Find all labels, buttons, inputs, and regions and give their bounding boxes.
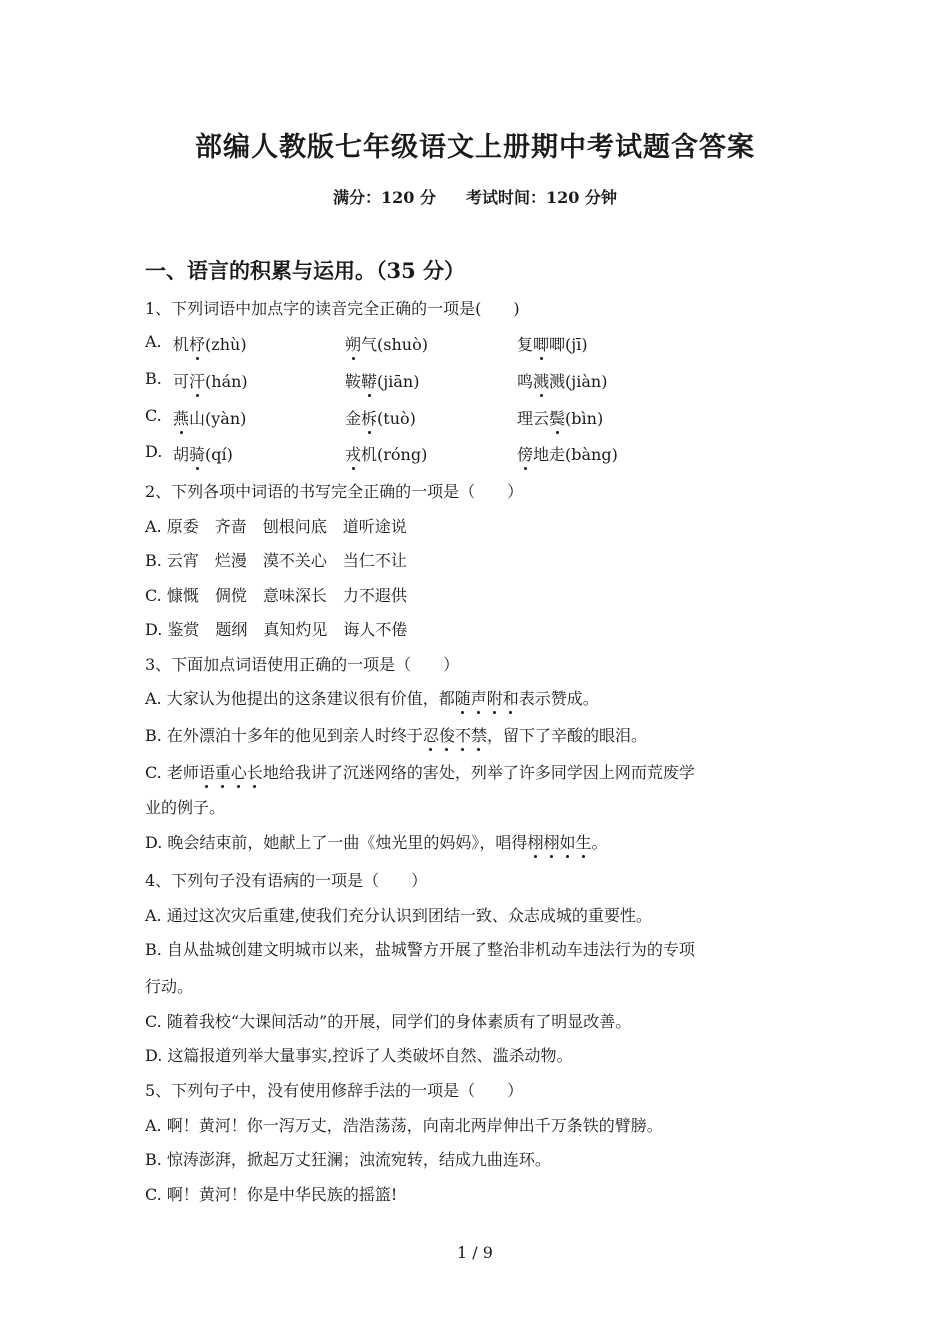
dotted-char: 柝 (361, 406, 377, 429)
word-3: 鸣溅溅(jiàn) (517, 369, 607, 392)
dotted-char: 杼 (189, 332, 205, 355)
dotted-char: 如 (559, 830, 575, 853)
dotted-char: 唧 (533, 332, 549, 355)
dotted-char: 随 (455, 686, 471, 709)
dotted-char: 汗 (189, 369, 205, 392)
dotted-char: 禁 (471, 723, 487, 746)
q2-option-a: A. 原委 齐啬 刨根问底 道听途说 (145, 517, 407, 536)
word-2: 朔气(shuò) (345, 332, 428, 355)
q4-option-a: A. 通过这次灾后重建,使我们充分认识到团结一致、众志成城的重要性。 (145, 906, 652, 925)
exam-info (0, 185, 950, 208)
q5-option-c: C. 啊！黄河！你是中华民族的摇篮! (145, 1185, 398, 1204)
q5-option-a: A. 啊！黄河！你一泻万丈，浩浩荡荡，向南北两岸伸出千万条铁的臂膀。 (145, 1116, 663, 1135)
dotted-char: 生 (575, 830, 591, 853)
option-label: B. (145, 369, 162, 388)
dotted-char: 溅 (533, 369, 549, 392)
section-heading: 一、语言的积累与运用。（35 分） (145, 258, 466, 283)
word-3: 傍地走(bàng) (517, 442, 618, 465)
dotted-char: 声 (471, 686, 487, 709)
q3-option-c-continued: 业的例子。 (145, 798, 226, 817)
option-label: C. (145, 406, 162, 425)
dotted-char: 重 (215, 760, 231, 783)
q2-stem: 2、下列各项中词语的书写完全正确的一项是（ ） (145, 482, 524, 501)
dotted-char: 骑 (189, 442, 205, 465)
q3-option-a: A. 大家认为他提出的这条建议很有价值，都随声附和表示赞成。 (145, 686, 599, 709)
q4-option-b-continued: 行动。 (145, 977, 194, 996)
word-2: 戎机(róng) (345, 442, 427, 465)
q4-stem: 4、下列句子没有语病的一项是（ ） (145, 871, 428, 890)
word-2: 鞍鞯(jiān) (345, 369, 419, 392)
dotted-char: 长 (247, 760, 263, 783)
q3-stem: 3、下面加点词语使用正确的一项是（ ） (145, 655, 460, 674)
dotted-char: 语 (199, 760, 215, 783)
q1-stem: 1、下列词语中加点字的读音完全正确的一项是( ) (145, 299, 520, 318)
option-label: A. (145, 332, 162, 351)
q4-option-d: D. 这篇报道列举大量事实,控诉了人类破坏自然、滥杀动物。 (145, 1046, 573, 1065)
full-score: 满分：120 分 (333, 188, 436, 207)
word-2: 金柝(tuò) (345, 406, 416, 429)
dotted-char: 鞯 (361, 369, 377, 392)
dotted-char: 俊 (439, 723, 455, 746)
dotted-char: 不 (455, 723, 471, 746)
q4-option-b: B. 自从盐城创建文明城市以来，盐城警方开展了整治非机动车违法行为的专项 (145, 940, 695, 959)
dotted-char: 和 (503, 686, 519, 709)
q3-option-b: B. 在外漂泊十多年的他见到亲人时终于忍俊不禁，留下了辛酸的眼泪。 (145, 723, 647, 746)
q2-option-b: B. 云宵 烂漫 漠不关心 当仁不让 (145, 551, 407, 570)
dotted-char: 戎 (345, 442, 361, 465)
page-number: 1 / 9 (457, 1243, 493, 1262)
q5-option-b: B. 惊涛澎湃，掀起万丈狂澜；浊流宛转，结成九曲连环。 (145, 1150, 551, 1169)
dotted-char: 傍 (517, 442, 533, 465)
q2-option-c: C. 慷慨 倜傥 意味深长 力不遐供 (145, 586, 407, 605)
q5-stem: 5、下列句子中，没有使用修辞手法的一项是（ ） (145, 1081, 524, 1100)
word-3: 理云鬓(bìn) (517, 406, 603, 429)
dotted-char: 忍 (423, 723, 439, 746)
dotted-char: 鬓 (549, 406, 565, 429)
dotted-char: 附 (487, 686, 503, 709)
q4-option-c: C. 随着我校“大课间活动”的开展，同学们的身体素质有了明显改善。 (145, 1012, 632, 1031)
dotted-char: 朔 (345, 332, 361, 355)
dotted-char: 栩 (543, 830, 559, 853)
word-1: 机杼(zhù) (173, 332, 247, 355)
option-label: D. (145, 442, 163, 461)
dotted-char: 栩 (527, 830, 543, 853)
q3-option-d: D. 晚会结束前，她献上了一曲《烛光里的妈妈》，唱得栩栩如生。 (145, 830, 608, 853)
q2-option-d: D. 鉴赏 题纲 真知灼见 诲人不倦 (145, 620, 408, 639)
exam-time: 考试时间：120 分钟 (466, 188, 617, 207)
word-3: 复唧唧(jī) (517, 332, 588, 355)
word-1: 燕山(yàn) (173, 406, 246, 429)
dotted-char: 心 (231, 760, 247, 783)
q3-option-c: C. 老师语重心长地给我讲了沉迷网络的害处，列举了许多同学因上网而荒废学 (145, 760, 695, 783)
dotted-char: 燕 (173, 406, 189, 429)
word-1: 可汗(hán) (173, 369, 248, 392)
word-1: 胡骑(qí) (173, 442, 233, 465)
document-title: 部编人教版七年级语文上册期中考试题含答案 (195, 132, 755, 163)
